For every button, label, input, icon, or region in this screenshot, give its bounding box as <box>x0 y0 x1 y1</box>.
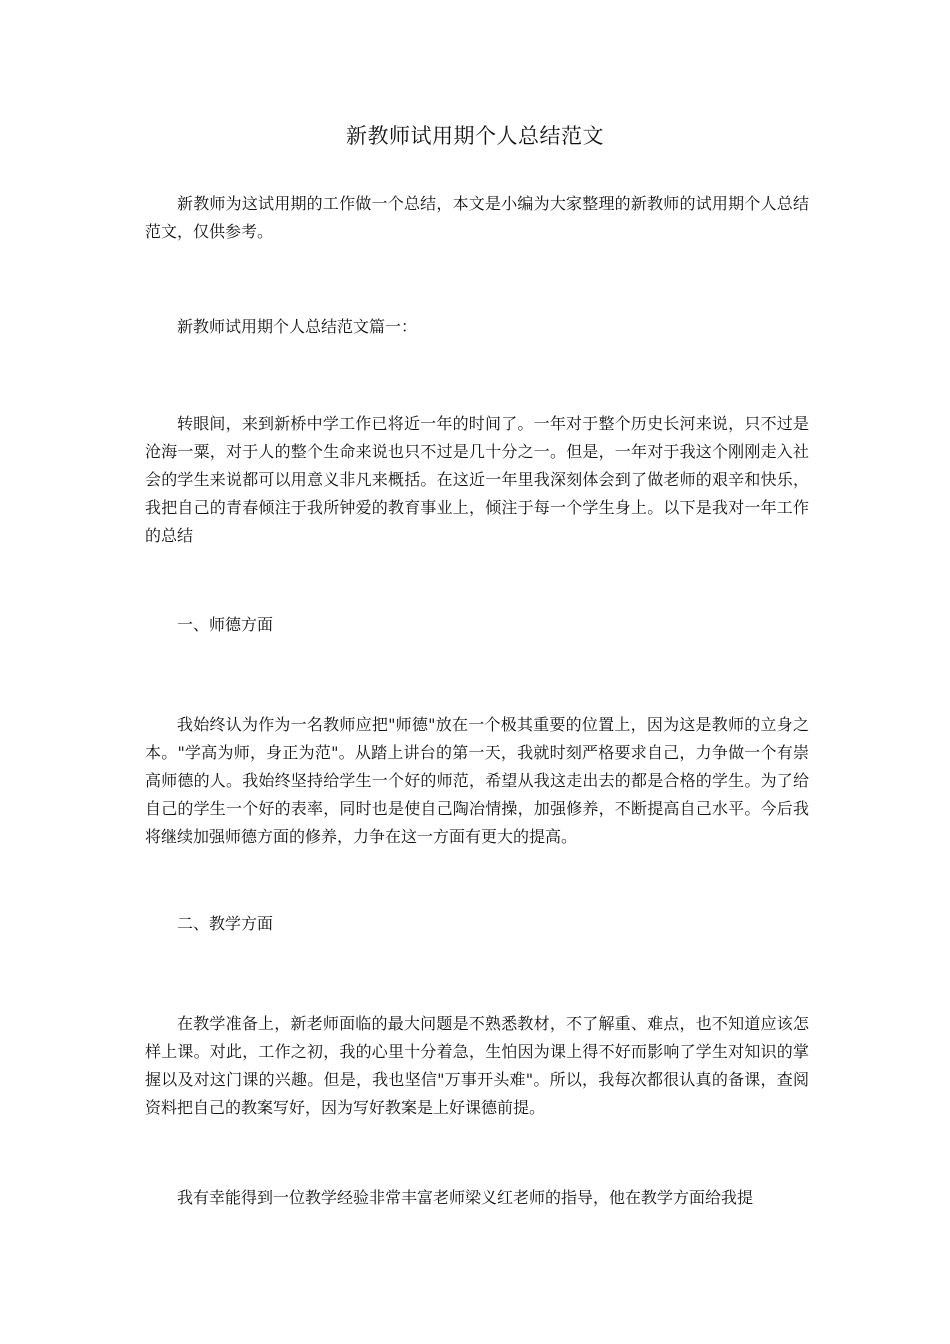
intro-paragraph: 新教师为这试用期的工作做一个总结，本文是小编为大家整理的新教师的试用期个人总结范文，仅供参考。 <box>145 194 809 241</box>
body-paragraph-2: 我始终认为作为一名教师应把"师德"放在一个极其重要的位置上，因为这是教师的立身之本。"学高为师，身正为范"。从踏上讲台的第一天，我就时刻严格要求自己，力争做一个有崇高师德的人。我始终坚持给学生一个好的师范，希望从我这走出去的都是合格的学生。为了给自己的学生一个好的表率，同时也是使自己陶冶情操，加强修养，不断提高自己水平。今后我将继续加强师德方面的修养，力争在这一方面有更大的提高。 <box>145 715 809 846</box>
body-paragraph-4: 我有幸能得到一位教学经验非常丰富老师梁义红老师的指导，他在教学方面给我提 <box>177 1188 754 1207</box>
body-paragraph-3: 在教学准备上，新老师面临的最大问题是不熟悉教材，不了解重、难点，也不知道应该怎样上课。对此，工作之初，我的心里十分着急，生怕因为课上得不好而影响了学生对知识的掌握以及对这门课的兴趣。但是，我也坚信"万事开头难"。所以，我每次都很认真的备课，查阅资料把自己的教案写好，因为写好教案是上好课德前提。 <box>145 1014 809 1117</box>
heading-teaching: 二、教学方面 <box>177 914 274 933</box>
body-paragraph-1: 转眼间，来到新桥中学工作已将近一年的时间了。一年对于整个历史长河来说，只不过是沧海一粟，对于人的整个生命来说也只不过是几十分之一。但是，一年对于我这个刚刚走入社会的学生来说都可以用意义非凡来概括。在这近一年里我深刻体会到了做老师的艰辛和快乐，我把自己的青春倾注于我所钟爱的教育事业上，倾注于每一个学生身上。以下是我对一年工作的总结 <box>145 414 809 545</box>
document-title: 新教师试用期个人总结范文 <box>346 124 604 148</box>
heading-ethics: 一、师德方面 <box>177 615 274 634</box>
section-heading: 新教师试用期个人总结范文篇一： <box>177 317 418 336</box>
